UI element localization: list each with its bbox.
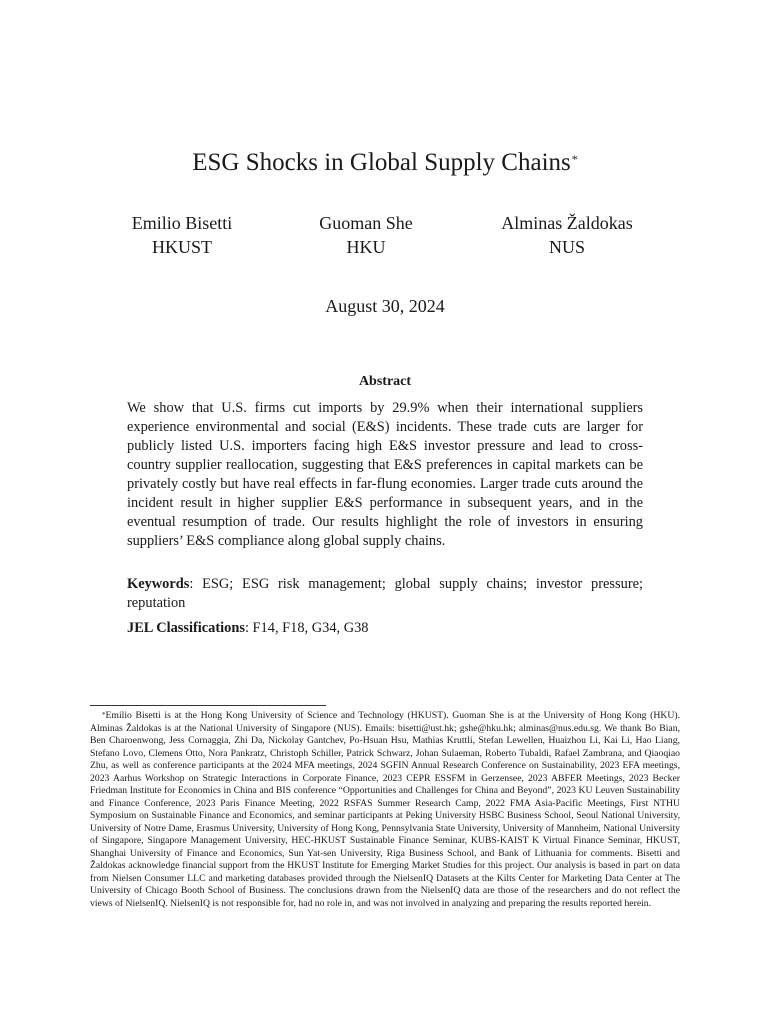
author-affiliation: NUS xyxy=(548,237,585,257)
author-block-1 xyxy=(82,211,282,259)
author-name: Guoman She xyxy=(319,213,413,233)
jel-text: : F14, F18, G34, G38 xyxy=(244,620,369,636)
keywords-text: : ESG; ESG risk management; global supply chains; investor pressure; reputation xyxy=(127,576,643,611)
paper-title-text: ESG Shocks in Global Supply Chains xyxy=(192,149,571,176)
footnote xyxy=(90,710,680,910)
author-affiliation: HKU xyxy=(346,237,386,257)
author-name: Emilio Bisetti xyxy=(131,213,233,233)
abstract-text: We show that U.S. firms cut imports by 29.9% when their international suppliers experience environmental and social (E&S) incidents. These trade cuts are larger for publicly listed U.S. importers facing high E&S investor pressure and lead to cross-country supplier reallocation, suggesting that E&S preferences in capital markets can be privately costly but have real effects in far-flung economies. Larger trade cuts around the incident result in higher supplier E&S performance in subsequent years, and in the eventual resumption of trade. Our results highlight the role of investors in ensuring suppliers’ E&S compliance along global supply chains. xyxy=(127,400,643,549)
abstract-heading: Abstract xyxy=(358,374,412,389)
jel-line xyxy=(127,619,643,638)
keywords-label: Keywords xyxy=(127,576,190,592)
footnote-text: Emilio Bisetti is at the Hong Kong University of Science and Technology (HKUST). Guoman She is at the University of Hong Kong (HKU). Alminas Žaldokas is at the National University of Singapore (NUS). Emails: bisetti@ust.hk; gshe@hku.hk; alminas@nus.edu.sg. We thank Bo Bian, Ben Charoenwong, Jess Cornaggia, Zhi Da, Nickolay Gantchev, Po-Hsuan Hsu, Mathias Kruttli, Stefan Lewellen, Huaizhou Li, Kai Li, Hao Liang, Stefano Lovo, Clemens Otto, Nora Pankratz, Christoph Schiller, Patrick Schwarz, Johan Sulaeman, Roberto Tubaldi, Rafael Zambrana, and Qiaoqiao Zhu, as well as conference participants at the 2024 MFA meetings, 2024 SGFIN Annual Research Conference on Sustainability, 2023 EFA meetings, 2023 Aarhus Workshop on Strategic Interactions in Corporate Finance, 2023 CEPR ESSFM in Gerzensee, 2023 ABFER Meetings, 2023 Becker Friedman Institute for Economics in China and BIS conference “Opportunities and Challenges for China and Beyond”, 2023 KU Leuven Sustainability and Finance Conference, 2023 Paris Finance Meeting, 2022 RSFAS Summer Research Camp, 2022 FMA Asia-Pacific Meetings, First NTHU Symposium on Sustainable Finance and Economics, and seminar participants at Peking University HSBC Business School, Seoul National University, University of Notre Dame, Erasmus University, University of Hong Kong, Pennsylvania State University, University of Mannheim, National University of Singapore, Singapore Management University, HEC-HKUST Sustainable Finance Seminar, KUBS-KAIST K Virtual Finance Seminar, HKUST, Shanghai University of Finance and Economics, Sun Yat-sen University, Riga Business School, and Bank of Lithuania for comments. Bisetti and Žaldokas acknowledge financial support from the HKUST Institute for Emerging Market Studies for this project. Our analysis is based in part on data from Nielsen Consumer LLC and marketing databases provided through the NielsenIQ Datasets at the Kilts Center for Marketing Data Center at The University of Chicago Booth School of Business. The conclusions drawn from the NielsenIQ data are those of the researchers and do not reflect the views of NielsenIQ. NielsenIQ is not responsible for, had no role in, and was not involved in analyzing and preparing the results reported herein. xyxy=(90,710,680,909)
author-block-3 xyxy=(467,211,667,259)
keywords-line xyxy=(127,575,643,613)
paper-title xyxy=(0,146,770,180)
title-footnote-mark: * xyxy=(571,152,578,166)
author-name: Alminas Žaldokas xyxy=(501,213,633,233)
footnote-mark: * xyxy=(102,711,106,719)
jel-label: JEL Classifications xyxy=(127,620,245,636)
author-block-2 xyxy=(266,211,466,259)
author-affiliation: HKUST xyxy=(151,237,212,257)
footnote-divider xyxy=(90,705,326,706)
paper-date: August 30, 2024 xyxy=(325,296,445,316)
